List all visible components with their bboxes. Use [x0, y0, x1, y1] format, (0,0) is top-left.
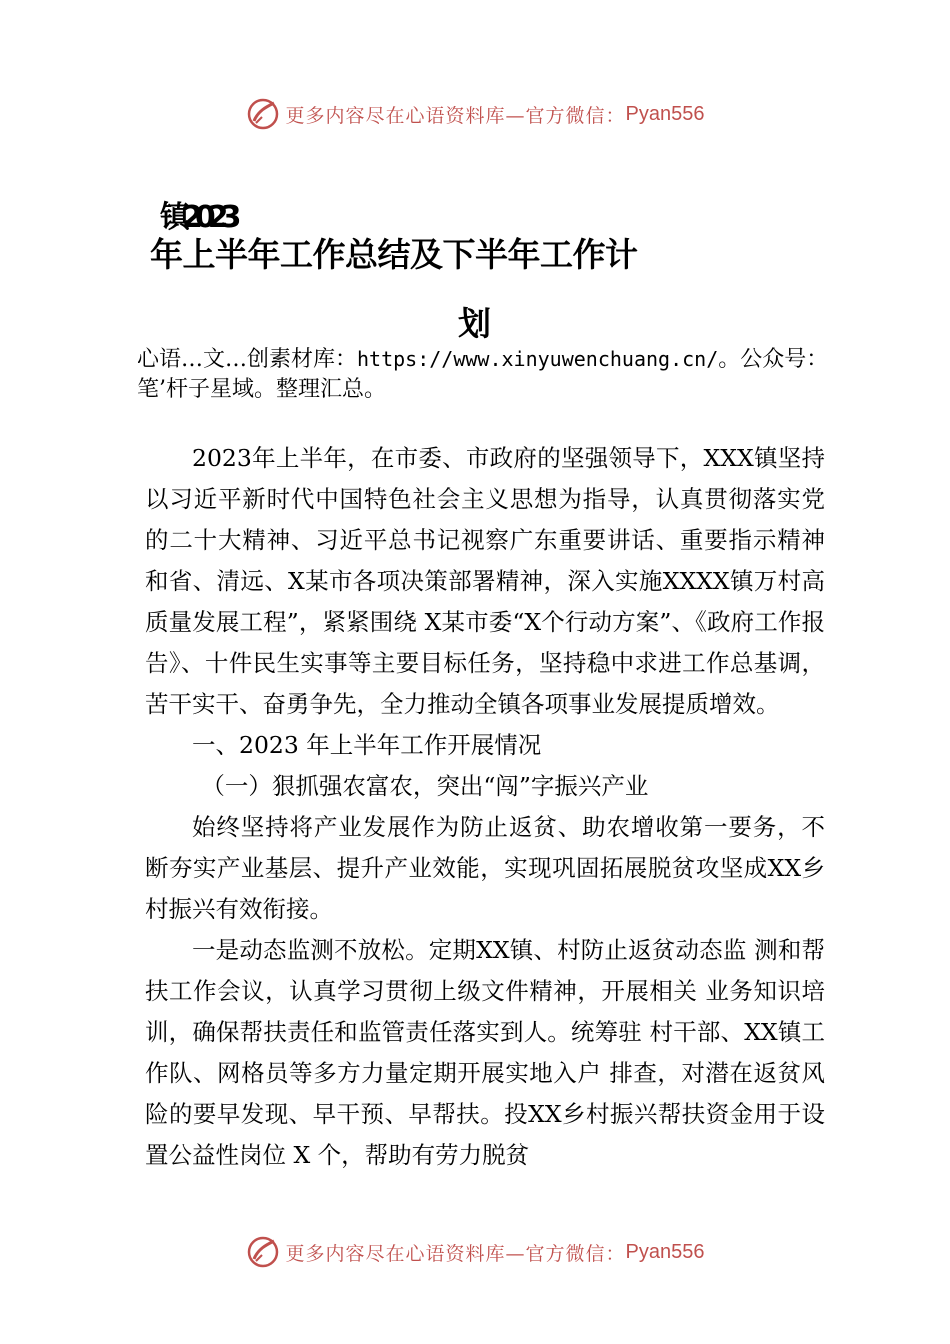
watermark-wechat-id: Pyan556: [625, 102, 705, 125]
title-prefix: 镇2023: [160, 200, 234, 235]
document-body: [145, 438, 825, 1176]
page-title-continued: 划: [458, 304, 491, 343]
source-note: [137, 344, 837, 405]
source-url-link[interactable]: https://www.xinyuwenchuang.cn/: [357, 347, 719, 371]
watermark-text: 更多内容尽在心语资料库—官方微信：: [285, 104, 626, 127]
watermark-text: 更多内容尽在心语资料库—官方微信：: [285, 1242, 626, 1265]
brush-logo-icon: [246, 1235, 280, 1269]
paragraph-monitoring: 一是动态监测不放松。定期XX镇、村防止返贫动态监 测和帮扶工作会议，认真学习贯彻上级文件精神，开展相关 业务知识培训，确保帮扶责任和监管责任落实到人。统筹驻 村干部、XX镇工作队、网格员等多方力量定期开展实地入户 排查，对潜在返贫风险的要早发现、早干预、早帮扶。投XX乡村振兴帮扶资金用于设置公益性岗位 X 个，帮助有劳力脱贫: [145, 936, 825, 1169]
source-note-label: 心语…文…创素材库：: [137, 347, 358, 372]
paragraph-intro: 2023年上半年，在市委、市政府的坚强领导下，XXX镇坚持以习近平新时代中国特色社会主义思想为指导，认真贯彻落实党的二十大精神、习近平总书记视察广东重要讲话、重要指示精神和省、清远、X某市各项决策部署精神，深入实施XXXX镇万村高质量发展工程”，紧紧围绕 X某市委“X个行动方案”、《政府工作报告》、十件民生实事等主要目标任务，坚持稳中求进工作总基调，苦干实干、奋勇争先，全力推动全镇各项事业发展提质增效。: [145, 444, 825, 718]
page-title: 年上半年工作总结及下半年工作计: [150, 235, 638, 274]
subsection-heading: （一）狠抓强农富农，突出“闯”字振兴产业: [201, 772, 649, 800]
watermark-banner-top: [0, 94, 950, 134]
brush-logo-icon: [246, 97, 280, 131]
source-note-suffix: 。公众号：笔’杆子星域。整理汇总。: [137, 347, 829, 402]
paragraph-industry: 始终坚持将产业发展作为防止返贫、助农增收第一要务，不断夯实产业基层、提升产业效能，实现巩固拓展脱贫攻坚成XX乡村振兴有效衔接。: [145, 813, 825, 923]
watermark-wechat-id: Pyan556: [625, 1240, 705, 1263]
watermark-banner-bottom: [0, 1232, 950, 1272]
section-heading: 一、2023 年上半年工作开展情况: [192, 731, 542, 759]
